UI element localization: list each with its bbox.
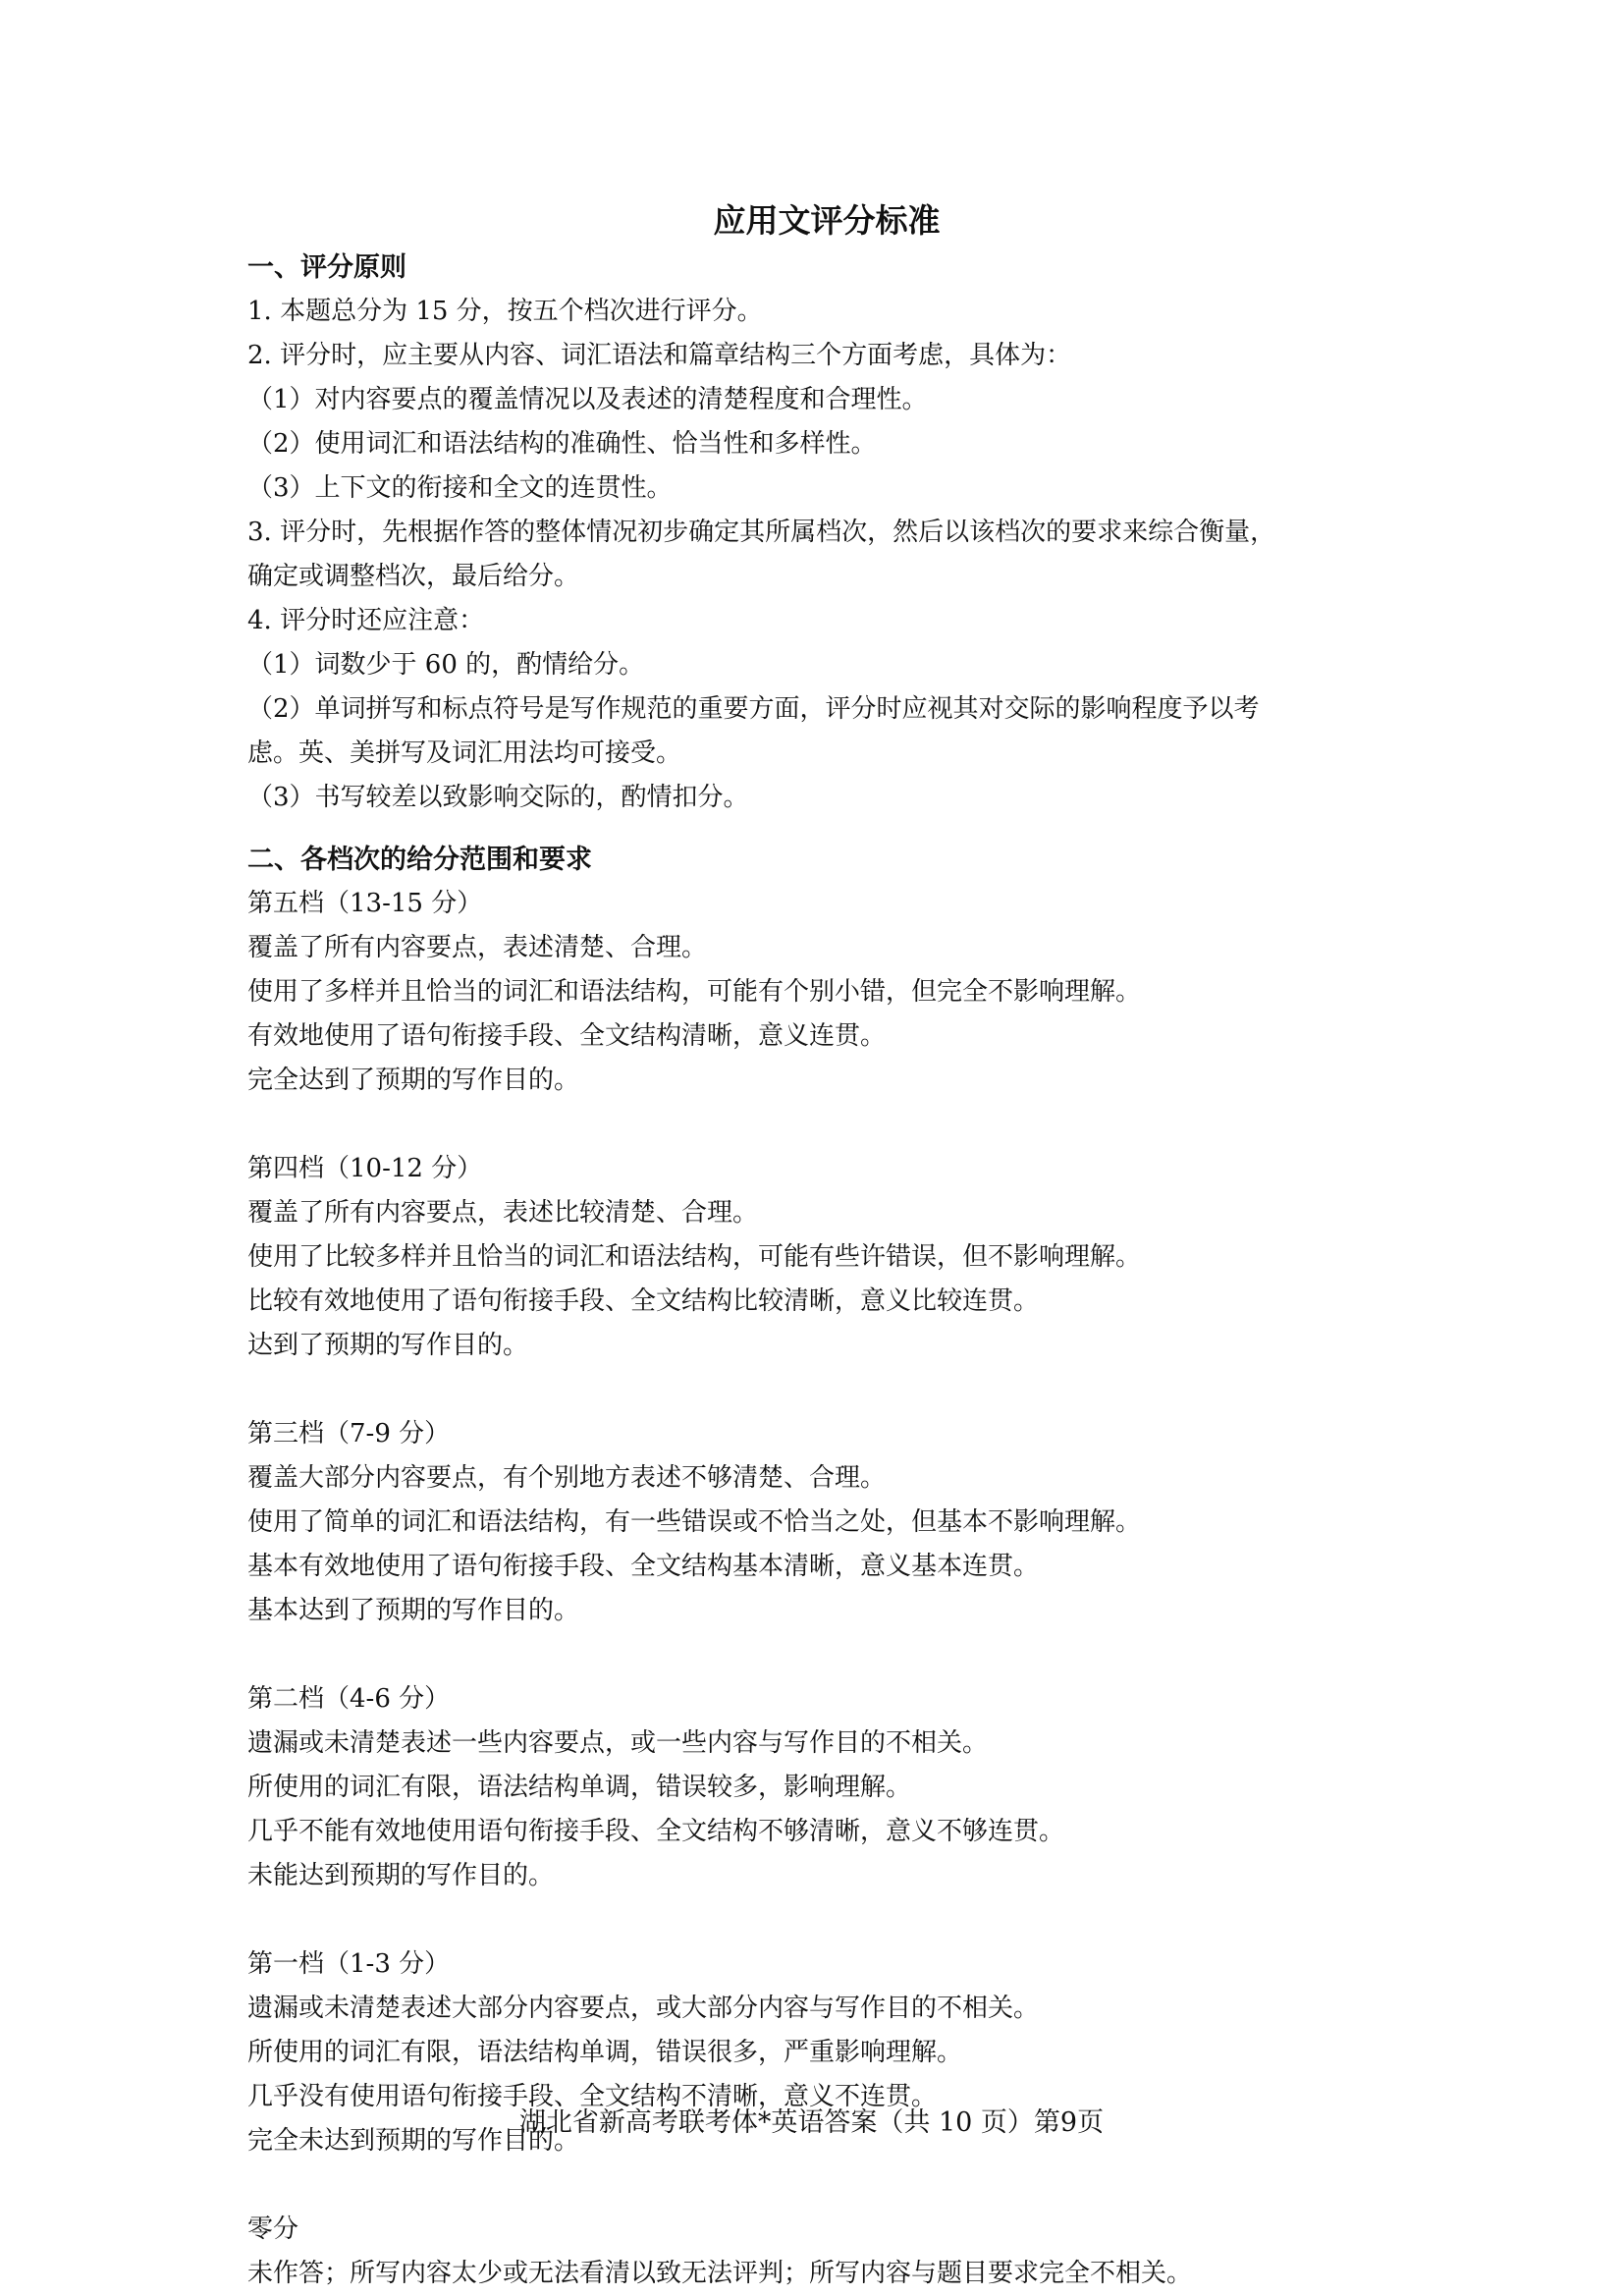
level-criterion: 完全未达到预期的写作目的。 (247, 2126, 580, 2156)
level-criterion: 使用了简单的词汇和语法结构，有一些错误或不恰当之处，但基本不影响理解。 (247, 1507, 1142, 1537)
spacer (247, 1633, 1406, 1677)
level-criterion: 几乎不能有效地使用语句衔接手段、全文结构不够清晰，意义不够连贯。 (247, 1817, 1065, 1846)
level-criterion: 覆盖大部分内容要点，有个别地方表述不够清楚、合理。 (247, 1463, 887, 1493)
level-block-4 (247, 1147, 1406, 1368)
principle-line: 确定或调整档次，最后给分。 (247, 562, 580, 591)
level-criterion: 基本有效地使用了语句衔接手段、全文结构基本清晰，意义基本连贯。 (247, 1552, 1040, 1581)
document-page (247, 196, 1406, 2296)
level-criterion: 遗漏或未清楚表述大部分内容要点，或大部分内容与写作目的不相关。 (247, 1994, 1040, 2023)
section-score-levels (247, 838, 1406, 2296)
level-name: 第三档（7-9 分） (247, 1419, 451, 1449)
level-name: 第一档（1-3 分） (247, 1949, 451, 1979)
principle-line: （1）对内容要点的覆盖情况以及表述的清楚程度和合理性。 (247, 385, 928, 414)
principle-line: （2）单词拼写和标点符号是写作规范的重要方面，评分时应视其对交际的影响程度予以考 (247, 694, 1260, 724)
level-block-3 (247, 1412, 1406, 1633)
section-scoring-principles (247, 246, 1406, 820)
level-name: 零分 (247, 2214, 299, 2244)
principle-line: 2. 评分时，应主要从内容、词汇语法和篇章结构三个方面考虑，具体为： (247, 341, 1072, 370)
level-criterion: 使用了多样并且恰当的词汇和语法结构，可能有个别小错，但完全不影响理解。 (247, 977, 1142, 1007)
level-block-0 (247, 2208, 1406, 2296)
section-heading: 一、评分原则 (247, 252, 406, 283)
level-criterion: 未能达到预期的写作目的。 (247, 1861, 555, 1890)
spacer (247, 1103, 1406, 1147)
principle-line: （1）词数少于 60 的，酌情给分。 (247, 650, 645, 680)
level-criterion: 几乎没有使用语句衔接手段、全文结构不清晰，意义不连贯。 (247, 2082, 938, 2111)
level-name: 第四档（10-12 分） (247, 1154, 483, 1183)
level-criterion: 覆盖了所有内容要点，表述比较清楚、合理。 (247, 1198, 759, 1228)
spacer (247, 1898, 1406, 1942)
principle-line: 1. 本题总分为 15 分，按五个档次进行评分。 (247, 297, 763, 326)
principle-line: （2）使用词汇和语法结构的准确性、恰当性和多样性。 (247, 429, 877, 459)
principle-line: 3. 评分时，先根据作答的整体情况初步确定其所属档次，然后以该档次的要求来综合衡量， (247, 518, 1276, 547)
level-criterion: 使用了比较多样并且恰当的词汇和语法结构，可能有些许错误，但不影响理解。 (247, 1242, 1142, 1272)
level-criterion: 未作答；所写内容太少或无法看清以致无法评判；所写内容与题目要求完全不相关。 (247, 2259, 1193, 2288)
section-heading: 二、各档次的给分范围和要求 (247, 845, 592, 875)
level-name: 第二档（4-6 分） (247, 1684, 451, 1714)
level-criterion: 完全达到了预期的写作目的。 (247, 1066, 580, 1095)
level-block-2 (247, 1677, 1406, 1898)
level-criterion: 所使用的词汇有限，语法结构单调，错误较多，影响理解。 (247, 1773, 912, 1802)
level-criterion: 有效地使用了语句衔接手段、全文结构清晰，意义连贯。 (247, 1021, 887, 1051)
level-block-5 (247, 882, 1406, 1103)
spacer (247, 1368, 1406, 1412)
principle-line: 虑。英、美拼写及词汇用法均可接受。 (247, 738, 682, 768)
spacer (247, 2163, 1406, 2208)
level-criterion: 比较有效地使用了语句衔接手段、全文结构比较清晰，意义比较连贯。 (247, 1286, 1040, 1316)
level-criterion: 所使用的词汇有限，语法结构单调，错误很多，严重影响理解。 (247, 2038, 963, 2067)
principle-line: （3）书写较差以致影响交际的，酌情扣分。 (247, 783, 749, 812)
level-criterion: 达到了预期的写作目的。 (247, 1331, 529, 1360)
principle-line: （3）上下文的衔接和全文的连贯性。 (247, 473, 673, 503)
page-title: 应用文评分标准 (713, 201, 941, 240)
level-criterion: 遗漏或未清楚表述一些内容要点，或一些内容与写作目的不相关。 (247, 1728, 989, 1758)
page-footer: 湖北省新高考联考体*英语答案（共 10 页）第9页 (518, 2107, 1105, 2138)
level-criterion: 基本达到了预期的写作目的。 (247, 1596, 580, 1625)
level-name: 第五档（13-15 分） (247, 889, 483, 918)
principle-line: 4. 评分时还应注意： (247, 606, 485, 635)
level-criterion: 覆盖了所有内容要点，表述清楚、合理。 (247, 933, 708, 962)
